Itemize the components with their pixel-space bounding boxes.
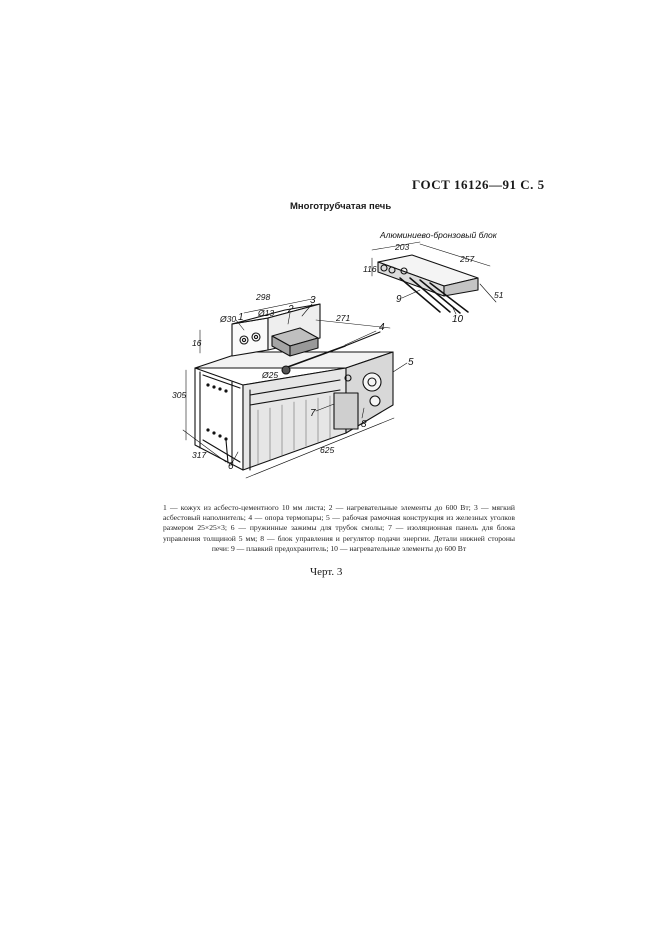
knob-large-icon — [363, 373, 381, 391]
dim-203: 203 — [395, 242, 410, 252]
dim-116: 116 — [363, 264, 377, 274]
callout-3: 3 — [310, 295, 316, 306]
dim-d25: Ø25 — [262, 370, 279, 380]
knob-small-icon — [370, 396, 380, 406]
dim-271: 271 — [336, 313, 351, 323]
page-header: ГОСТ 16126—91 С. 5 — [412, 177, 545, 192]
callout-10: 10 — [452, 314, 464, 325]
block-label: Алюминиево-бронзовый блок — [380, 230, 497, 240]
dim-625: 625 — [320, 445, 335, 455]
callout-8: 8 — [361, 419, 367, 430]
callout-7: 7 — [310, 408, 316, 419]
callout-2: 2 — [288, 304, 294, 315]
dim-16: 16 — [192, 338, 202, 348]
figure-number: Черт. 3 — [310, 566, 343, 578]
dim-305: 305 — [172, 390, 187, 400]
dim-298: 298 — [256, 292, 271, 302]
callout-4: 4 — [379, 322, 385, 333]
callout-6: 6 — [228, 461, 234, 472]
callout-5: 5 — [408, 357, 414, 368]
callout-1: 1 — [238, 312, 244, 323]
dim-257: 257 — [460, 254, 475, 264]
dim-317: 317 — [192, 450, 207, 460]
control-box — [334, 393, 358, 429]
chamber-front — [232, 318, 268, 356]
dim-d30: Ø30 — [220, 314, 237, 324]
figure-caption: 1 — кожух из асбесто-цементного 10 мм листа; 2 — нагревательные элементы до 600 Вт; 3 — мягкий асбестовый наполнитель; 4 — опора термопары; 5 — рабочая рамочная конструкция из железных уголков размером 25×25×3; 6 — пружинные зажимы для трубок смолы; 7 — изоляционная панель для блока управления толщиной 5 мм; 8 — блок управления и регулятор подачи энергии. Детали нижней стороны печи: 9 — плавкий предохранитель; 10 — нагревательные элементы до 600 Вт — [163, 503, 515, 553]
dim-d13: Ø13 — [258, 308, 275, 318]
dim-51: 51 — [494, 290, 504, 300]
figure-title: Многотрубчатая печь — [290, 201, 392, 212]
callout-9: 9 — [396, 294, 402, 305]
